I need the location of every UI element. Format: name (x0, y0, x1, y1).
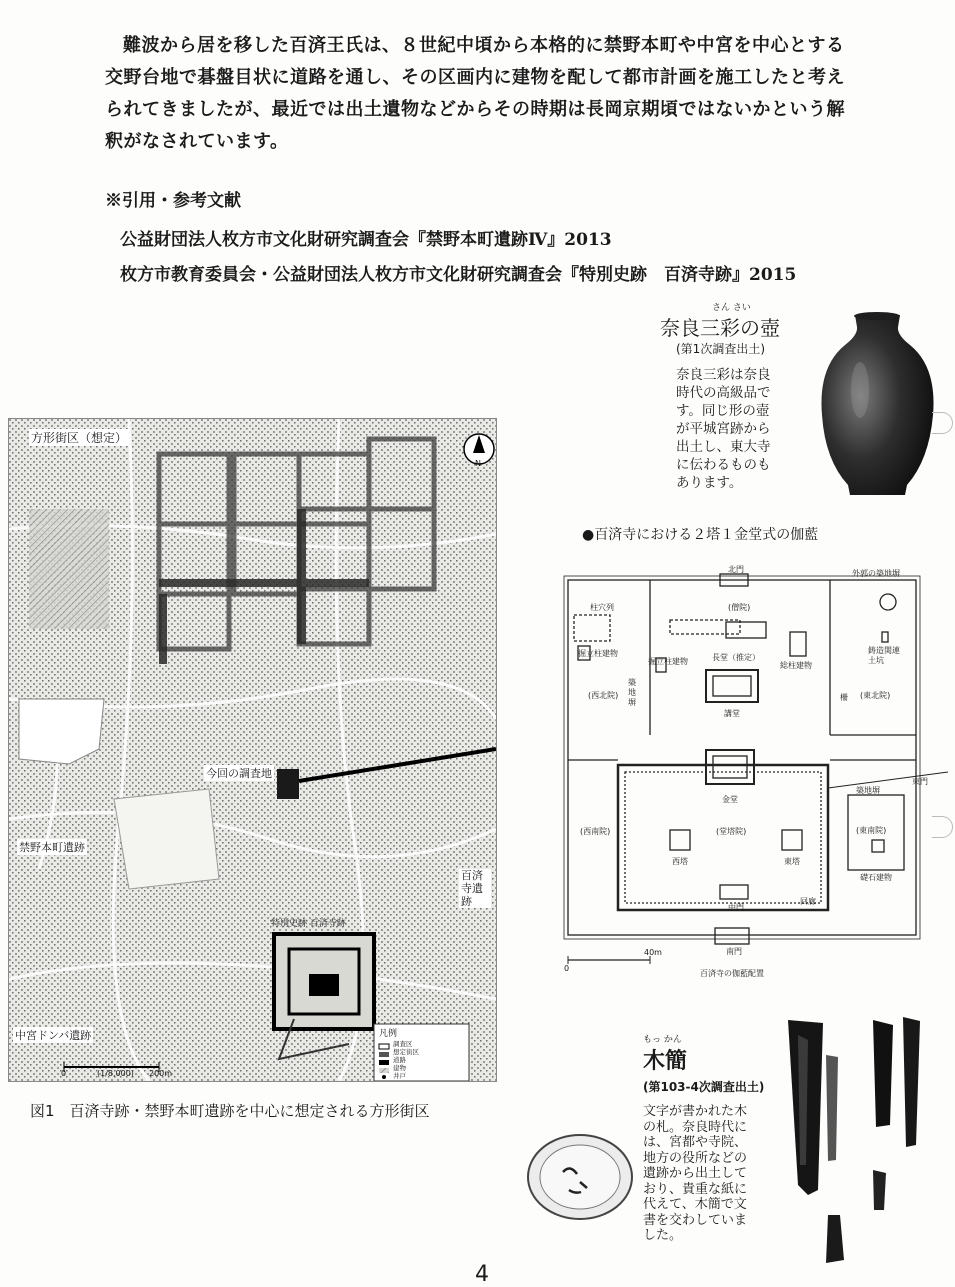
map-drawing (9, 419, 496, 1081)
legend-item: 井戸 (393, 1072, 406, 1080)
label-east-gate: 東門 (912, 777, 928, 786)
mokkan-line: おり、貴重な紙に (643, 1181, 748, 1197)
nara-sansai-title: 奈良三彩の壺 (660, 316, 780, 340)
map-legend-title: 凡例 (379, 1029, 398, 1039)
label-long-hall: 長堂（推定） (712, 653, 760, 662)
label-dug-pillar-center: 掘立柱建物 (648, 657, 688, 666)
intro-line-4: 釈がなされています。 (105, 131, 289, 152)
binding-hole-mark (932, 412, 953, 434)
intro-line-1: 難波から居を移した百済王氏は、８世紀中頃から本格的に禁野本町や中宮を中心とする (123, 35, 845, 56)
label-east-south: (東南院) (856, 826, 887, 835)
mokkan-description (643, 1104, 768, 1244)
label-wall-fence-west: 築地塀 (628, 678, 636, 707)
label-outer-wall: 外郭の築地塀 (852, 569, 900, 578)
map-scale-200: 200m (149, 1069, 173, 1078)
nara-line: 出土し、東大寺 (676, 439, 771, 455)
mokkan-line: の札。奈良時代に (643, 1119, 748, 1135)
references-heading: ※引用・参考文献 (105, 191, 241, 211)
diagram-scale-40: 40m (644, 948, 662, 957)
map-north-label: N (475, 459, 481, 468)
label-corridor: 回廊 (800, 897, 816, 906)
intro-line-2: 交野台地で碁盤目状に道路を通し、その区画内に建物を配して都市計画を施工したと考え (105, 67, 845, 88)
temple-layout-drawing (560, 560, 950, 980)
map-label-current-site: 今回の調査地 (206, 767, 272, 780)
label-pillar-row: 柱穴列 (590, 603, 614, 612)
label-kondo: 金堂 (722, 795, 738, 804)
label-dug-pillar-west: 掘立柱建物 (578, 649, 618, 658)
label-kiln: 鋳造関連土坑 (868, 646, 900, 665)
label-wall-fence-east: 築地塀 (856, 786, 880, 795)
label-north-gate: 北門 (728, 565, 744, 574)
mokkan-ruby: もっ かん (643, 1035, 682, 1045)
page-number: 4 (475, 1262, 489, 1287)
mokkan-line: 遺跡から出土して (643, 1166, 748, 1181)
map-label-nakamiya: 中宮ドンバ遺跡 (15, 1029, 92, 1042)
map-label-temple: 特別史跡 百済寺跡 (271, 919, 346, 929)
mokkan-photo (778, 1015, 928, 1265)
label-tower-court: (堂塔院) (716, 827, 747, 836)
temple-layout-diagram (560, 560, 950, 980)
legend-item: 想定街区 (393, 1048, 419, 1056)
nara-sansai-subtitle: (第1次調査出土) (676, 342, 765, 356)
reference-item-2: 枚方市教育委員会・公益財団法人枚方市文化財研究調査会『特別史跡 百済寺跡』2015 (120, 265, 797, 285)
nara-line: 奈良三彩は奈良 (676, 367, 771, 383)
reference-item-1: 公益財団法人枚方市文化財研究調査会『禁野本町遺跡Ⅳ』2013 (120, 230, 612, 250)
mokkan-line: 文字が書かれた木 (643, 1104, 748, 1119)
nara-line: 時代の高級品で (676, 385, 771, 401)
map-legend-list (393, 1040, 419, 1080)
mokkan-line: した。 (643, 1228, 683, 1243)
legend-item: 建物 (393, 1064, 406, 1072)
city-grid-map (8, 418, 497, 1082)
map-label-kudara: 百済寺遺跡 (459, 869, 491, 908)
label-middle-gate: 中門 (728, 903, 744, 912)
nara-line: に伝わるものも (676, 457, 771, 473)
nara-line: あります。 (676, 475, 743, 491)
map-label-kinya: 禁野本町遺跡 (19, 841, 85, 854)
nara-sansai-description (676, 366, 801, 492)
label-total-pillar: 総柱建物 (780, 661, 812, 670)
mokkan-line: 代えて、木簡で文 (643, 1197, 747, 1212)
mokkan-line: 書を交わしていま (643, 1212, 748, 1228)
label-foundation: 礎石建物 (860, 873, 892, 882)
mokkan-line: は、宮都や寺院、 (643, 1135, 748, 1150)
diagram-caption: 百済寺の伽藍配置 (700, 969, 764, 978)
inscribed-dish-photo (525, 1132, 635, 1222)
map-scale-zero: 0 (61, 1069, 67, 1078)
mokkan-subtitle: (第103-4次調査出土) (643, 1080, 765, 1094)
binding-hole-mark (932, 816, 953, 838)
nara-line: す。同じ形の壺 (676, 403, 770, 419)
map-label-grid: 方形街区（想定） (31, 431, 128, 445)
label-fence: 柵 (840, 693, 848, 702)
label-west-south: (西南院) (580, 827, 611, 836)
map-caption: 図1 百済寺跡・禁野本町遺跡を中心に想定される方形街区 (30, 1102, 430, 1120)
label-west-tower: 西塔 (672, 857, 688, 866)
label-east-tower: 東塔 (784, 857, 800, 866)
nara-sansai-jar-photo (815, 305, 940, 500)
label-west-north: (西北院) (588, 691, 619, 700)
mokkan-title: 木簡 (643, 1049, 688, 1074)
legend-item: 道路 (393, 1056, 406, 1064)
legend-item: 調査区 (393, 1040, 413, 1048)
label-monks-hall: (僧院) (728, 603, 751, 612)
nara-sansai-ruby: さん さい (712, 303, 751, 313)
intro-line-3: られてきましたが、最近では出土遺物などからその時期は長岡京期頃ではないかという解 (105, 99, 845, 120)
map-scale-ratio: (1/8,000) (97, 1069, 134, 1078)
diagram-scale-zero: 0 (564, 964, 570, 973)
intro-paragraph (105, 30, 875, 158)
label-east-north: (東北院) (860, 691, 891, 700)
mokkan-line: 地方の役所などの (643, 1150, 748, 1166)
label-lecture-hall: 講堂 (724, 709, 740, 718)
nara-line: が平城宮跡から (676, 421, 771, 437)
diagram-title: ●百済寺における２塔１金堂式の伽藍 (582, 527, 819, 543)
label-south-gate: 南門 (726, 947, 742, 956)
